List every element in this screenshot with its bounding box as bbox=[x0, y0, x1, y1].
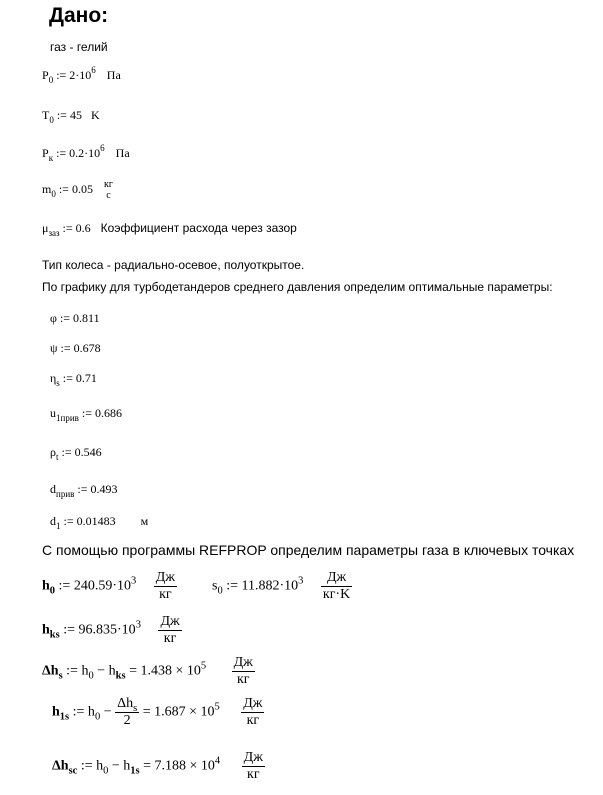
pk-expression: $P_к$ := $0.2\cdot 10^6$ Па bbox=[42, 143, 130, 163]
delta-hsc-expression: $\Delta h_{sc}$ := $h_0 - h_{1s} = 7.188 \times 10^4$ $\frac{Дж}{кг}$ bbox=[52, 750, 263, 782]
t0-expression: $T_0$ := 45 K bbox=[42, 108, 100, 125]
hks-expression: $h_{ks}$ := $96.835\cdot 10^3$ $\frac{Дж}{кг}$ bbox=[42, 614, 180, 646]
phi-expression: φ := 0.811 bbox=[50, 311, 100, 325]
mu-expression: $\mu_{заз}$ := 0.6 Коэффициент расхода через зазор bbox=[42, 221, 297, 238]
mu-comment: Коэффициент расхода через зазор bbox=[100, 221, 297, 235]
gas-type-line: газ - гелий bbox=[50, 40, 108, 54]
graph-note-text: По графику для турбодетандеров среднего давления определим оптимальные параметры: bbox=[42, 280, 553, 294]
rho-expression: $\rho_t$ := 0.546 bbox=[50, 445, 102, 462]
h1s-expression: $h_{1s}$ := $h_0$ − $\frac{\Delta h_s}{2}$ = $1.687 \times 10^5$ $\frac{Дж}{кг}$ bbox=[52, 696, 263, 728]
heading-dano: Дано: bbox=[49, 4, 109, 27]
s0-expression: $s_0$ := $11.882\cdot 10^3$ $\frac{Дж}{кг\cdot K}$ bbox=[212, 570, 351, 602]
psi-expression: ψ := 0.678 bbox=[50, 341, 101, 355]
m0-expression: $m_0$ := 0.05 кг с bbox=[42, 179, 113, 201]
d1-expression: $d_1$ := 0.01483 м bbox=[50, 514, 149, 531]
h0-expression: $h_0$ := $240.59\cdot 10^3$ $\frac{Дж}{кг}$ bbox=[42, 570, 175, 602]
wheel-type-text: Тип колеса - радиально-осевое, полуоткрытое. bbox=[42, 258, 305, 272]
eta-expression: $\eta_s$ := 0.71 bbox=[50, 371, 97, 388]
d-expression: $d_{прив}$ := 0.493 bbox=[50, 482, 118, 499]
p0-expression: $P_0$ := $2\cdot 10^6$ Па bbox=[42, 65, 121, 85]
delta-hs-expression: $\Delta h_s$ := $h_0 - h_{ks} = 1.438 \times 10^5$ $\frac{Дж}{кг}$ bbox=[42, 655, 253, 687]
u-expression: $u_{1прив}$ := 0.686 bbox=[50, 406, 122, 423]
refprop-note-text: С помощью программы REFPROP определим параметры газа в ключевых точках bbox=[42, 542, 575, 558]
